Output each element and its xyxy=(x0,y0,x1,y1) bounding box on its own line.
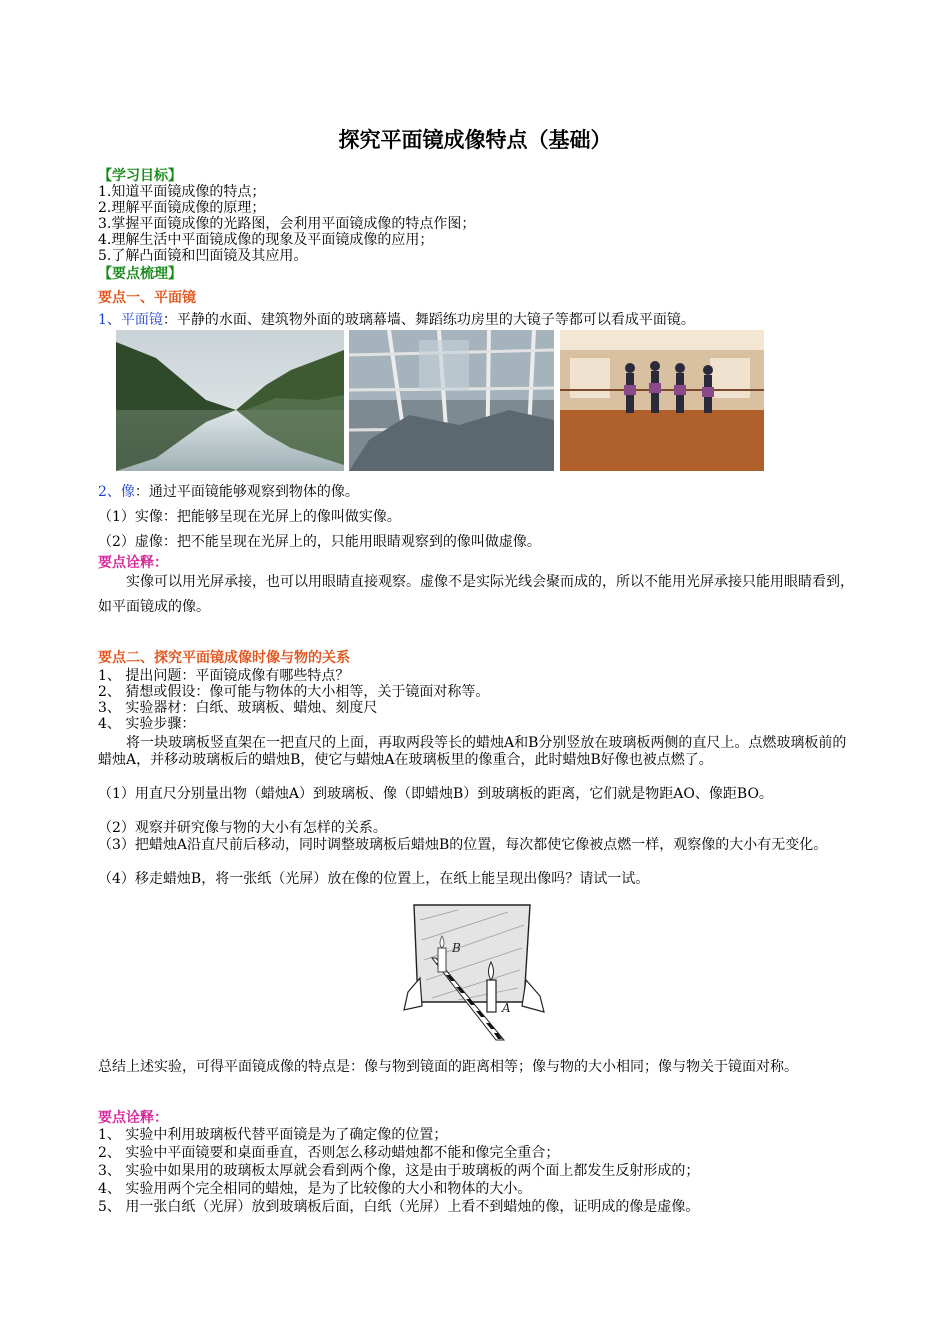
note-item: 4、 实验用两个完全相同的蜡烛，是为了比较像的大小和物体的大小。 xyxy=(98,1181,532,1197)
glass-curtain-wall-photo xyxy=(349,330,554,471)
goal-item: 1.知道平面镜成像的特点； xyxy=(98,184,266,200)
lake-reflection-photo xyxy=(116,330,344,471)
note-item: 2、 实验中平面镜要和桌面垂直，否则怎么移动蜡烛都不能和像完全重合； xyxy=(98,1145,560,1161)
procedure-sub-4: （4）移走蜡烛B，将一张纸（光屏）放在像的位置上，在纸上能呈现出像吗？请试一试。 xyxy=(98,871,650,887)
point1-heading: 要点一、平面镜 xyxy=(98,290,196,306)
goal-item: 4.理解生活中平面镜成像的现象及平面镜成像的应用； xyxy=(98,232,434,248)
note-heading: 要点诠释： xyxy=(98,555,168,571)
term-text: ：平静的水面、建筑物外面的玻璃幕墙、舞蹈练功房里的大镜子等都可以看成平面镜。 xyxy=(162,312,695,328)
note-item: 5、 用一张白纸（光屏）放到玻璃板后面，白纸（光屏）上看不到蜡烛的像，证明成的像是虚像。 xyxy=(98,1199,700,1215)
procedure-sub-3: （3）把蜡烛A沿直尺前后移动，同时调整玻璃板后蜡烛B的位置，每次都使它像被点燃一样，观察像的大小有无变化。 xyxy=(98,837,828,853)
page-title: 探究平面镜成像特点（基础） xyxy=(338,128,612,152)
goals-heading: 【学习目标】 xyxy=(98,168,182,184)
summary-heading: 【要点梳理】 xyxy=(98,266,182,282)
goal-item: 3.掌握平面镜成像的光路图，会利用平面镜成像的特点作图； xyxy=(98,216,476,232)
goal-item: 5.了解凸面镜和凹面镜及其应用。 xyxy=(98,248,308,264)
conclusion-paragraph: 总结上述实验，可得平面镜成像的特点是：像与物到镜面的距离相等；像与物的大小相同；像与物关于镜面对称。 xyxy=(98,1059,798,1075)
term-text: ：通过平面镜能够观察到物体的像。 xyxy=(134,484,359,500)
term-label: 2、像 xyxy=(98,484,135,500)
procedure-sub-2: （2）观察并研究像与物的大小有怎样的关系。 xyxy=(98,820,387,836)
term-image xyxy=(98,484,359,500)
note-item: 1、 实验中利用玻璃板代替平面镜是为了确定像的位置； xyxy=(98,1127,448,1143)
real-image-def: （1）实像：把能够呈现在光屏上的像叫做实像。 xyxy=(98,509,401,525)
goal-item: 2.理解平面镜成像的原理； xyxy=(98,200,266,216)
point2-heading: 要点二、探究平面镜成像时像与物的关系 xyxy=(98,650,350,666)
figure-label-a: A xyxy=(502,1001,511,1015)
procedure-paragraph: 将一块玻璃板竖直架在一把直尺的上面，再取两段等长的蜡烛A和B分别竖放在玻璃板两侧的直尺上。点燃玻璃板前的蜡烛A，并移动玻璃板后的蜡烛B，使它与蜡烛A在玻璃板里的像重合，此时蜡烛B好像也被点燃了。 xyxy=(98,735,847,768)
term-label: 1、平面镜 xyxy=(98,312,163,328)
virtual-image-def: （2）虚像：把不能呈现在光屏上的，只能用眼睛观察到的像叫做虚像。 xyxy=(98,534,541,550)
step-item: 4、 实验步骤： xyxy=(98,716,196,732)
dance-studio-photo xyxy=(560,330,764,471)
procedure-sub-1: （1）用直尺分别量出物（蜡烛A）到玻璃板、像（即蜡烛B）到玻璃板的距离，它们就是物距AO、像距BO。 xyxy=(98,786,773,802)
step-item: 1、 提出问题：平面镜成像有哪些特点？ xyxy=(98,668,350,684)
note-heading: 要点诠释： xyxy=(98,1110,168,1126)
step-item: 2、 猜想或假设：像可能与物体的大小相等，关于镜面对称等。 xyxy=(98,684,490,700)
term-plane-mirror xyxy=(98,312,695,328)
figure-label-b: B xyxy=(452,941,461,955)
note-item: 3、 实验中如果用的玻璃板太厚就会看到两个像，这是由于玻璃板的两个面上都发生反射形成的； xyxy=(98,1163,700,1179)
experiment-figure xyxy=(398,900,548,1043)
note-paragraph: 实像可以用光屏承接，也可以用眼睛直接观察。虚像不是实际光线会聚而成的，所以不能用光屏承接只能用眼睛看到，如平面镜成的像。 xyxy=(98,574,854,615)
step-item: 3、 实验器材：白纸、玻璃板、蜡烛、刻度尺 xyxy=(98,700,378,716)
